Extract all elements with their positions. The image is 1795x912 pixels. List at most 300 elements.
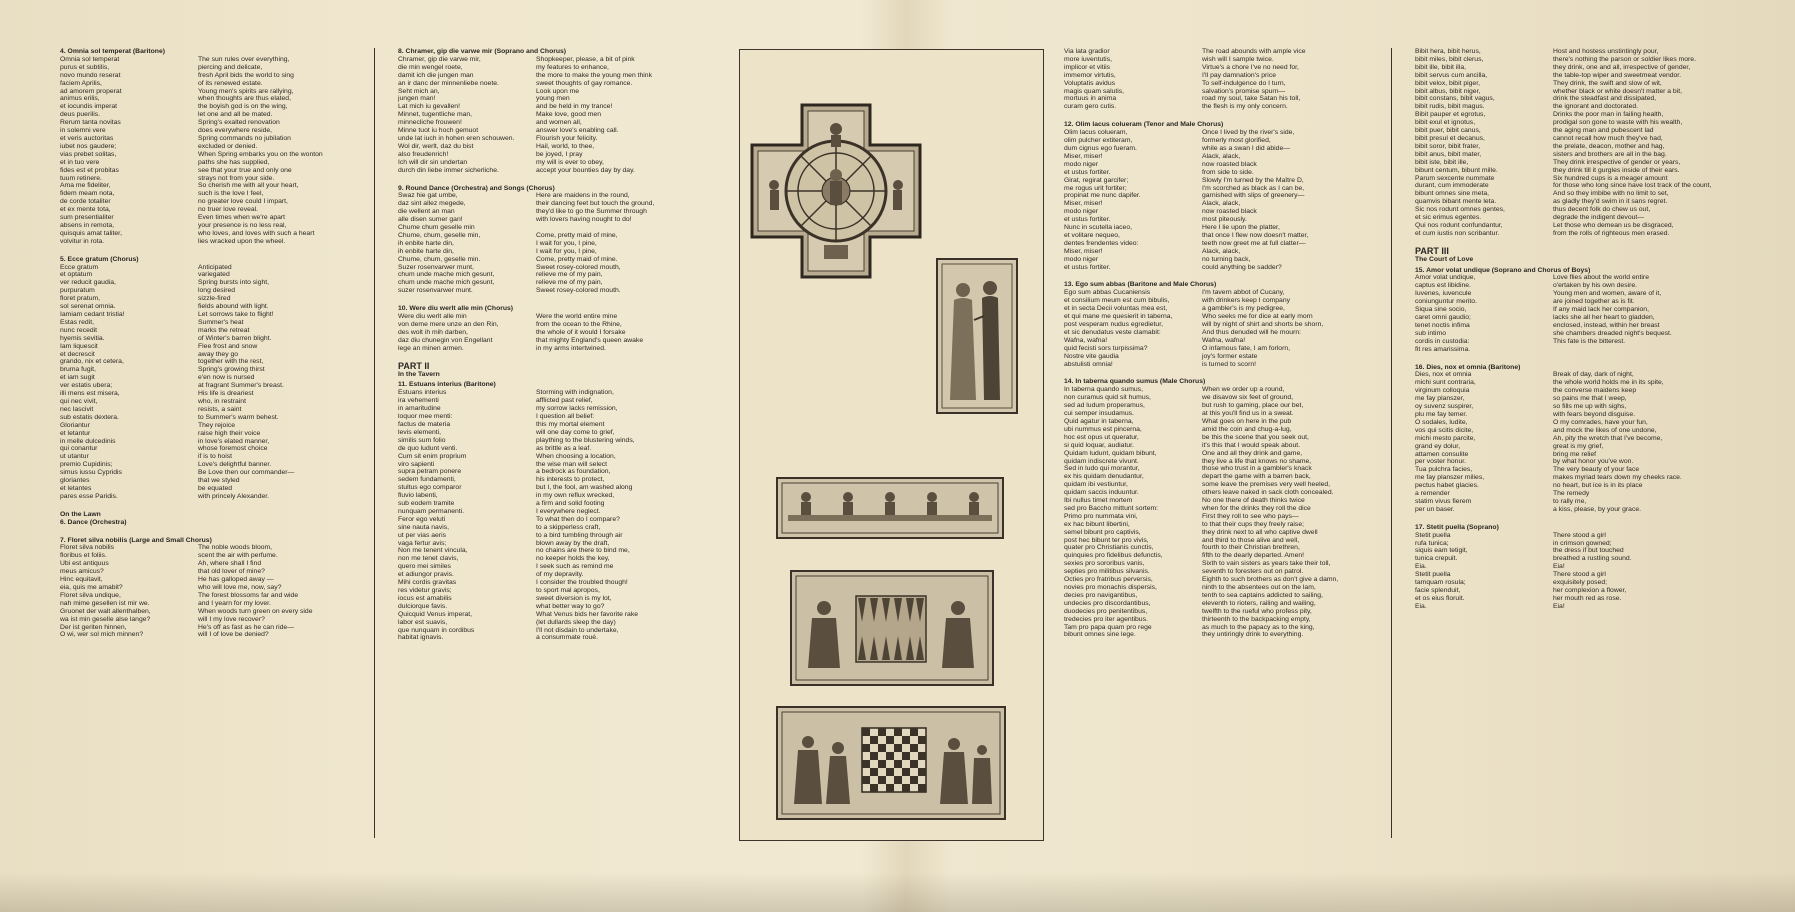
text-pair	[1064, 386, 1386, 639]
english-line: piercing and delicate,	[198, 63, 263, 71]
latin-line: Parum sexcente nummate	[1415, 174, 1495, 182]
song-section	[1064, 378, 1386, 639]
latin-line: septies pro militibus silvanis.	[1064, 568, 1150, 576]
english-line: accept your bounties day by day.	[536, 166, 635, 174]
latin-line: Floret silva nobilis	[60, 544, 115, 552]
latin-line: O wi, wer sol mich minnen?	[60, 631, 144, 639]
english-translation	[198, 56, 326, 246]
english-line: joy's former estate	[1202, 352, 1258, 360]
english-line: Were the world entire mine	[536, 313, 618, 321]
latin-line: Eia.	[1415, 563, 1427, 571]
latin-line: cui semper insudamus.	[1064, 410, 1134, 418]
latin-line: faciem Aprilis,	[60, 79, 102, 87]
latin-line: per voster honur.	[1415, 458, 1467, 466]
latin-line: et iocundis imperat	[60, 103, 118, 111]
english-line: Drinks the poor man in failing health,	[1553, 111, 1664, 119]
latin-line: olim pulcher extiteram,	[1064, 137, 1133, 145]
latin-line: ih enbite harte din,	[398, 247, 454, 255]
latin-line: floribus et foliis.	[60, 552, 107, 560]
latin-line: In taberna quando sumus,	[1064, 386, 1143, 394]
latin-line: et os eius floruit.	[1415, 594, 1465, 602]
latin-line: Ecce gratum	[60, 263, 99, 271]
latin-line: Nunc in scutella iaceo,	[1064, 224, 1133, 232]
latin-line: ira vehementi	[398, 397, 439, 405]
latin-line: gloriantes	[60, 477, 90, 485]
latin-line: et adiungor pravis.	[398, 571, 454, 579]
latin-line: et letantur	[60, 429, 91, 437]
english-line	[536, 224, 664, 232]
english-translation	[536, 56, 664, 175]
english-line: blown away by the draft,	[536, 539, 610, 547]
english-line: let one and all be mated.	[198, 111, 273, 119]
english-line: Young men and women, aware of it,	[1553, 290, 1662, 298]
english-line: a gambler's is my pedigree,	[1202, 305, 1285, 313]
english-line: When we order up a round,	[1202, 386, 1285, 394]
english-line: wish will I sample twice.	[1202, 55, 1274, 63]
english-line: they live a life that knows no shame,	[1202, 457, 1312, 465]
english-line: There stood a girl	[1553, 531, 1606, 539]
english-line: while as a swan I did abide—	[1202, 144, 1291, 152]
english-line: for those who long since have lost track of the count,	[1553, 182, 1712, 190]
english-line: they drink till it gurgles inside of their ears.	[1553, 166, 1680, 174]
latin-line: sed pro Baccho mittunt sortem:	[1064, 504, 1159, 512]
latin-line: Omnia sol temperat	[60, 55, 120, 63]
latin-line: Seht mich an,	[398, 87, 440, 95]
latin-line: Bibit hera, bibit herus,	[1415, 48, 1481, 55]
english-translation	[1202, 386, 1339, 639]
latin-line: bibit iste, bibit ille,	[1415, 158, 1469, 166]
english-line: afflicted past relief,	[536, 397, 593, 405]
english-line: relieve me of my pain,	[536, 271, 603, 279]
english-line: twelfth to the rueful who profess pity,	[1202, 607, 1312, 615]
english-line: to Summer's warm behest.	[198, 413, 279, 421]
latin-line: bibit soror, bibit frater,	[1415, 142, 1480, 150]
latin-line: Minnet, tugentliche man,	[398, 111, 473, 119]
english-line: Sweet rosey-colored mouth.	[536, 287, 621, 295]
latin-line: Gruonet der walt allenthalben,	[60, 607, 151, 615]
latin-line: purus et subtilis,	[60, 63, 110, 71]
latin-line: ut per vias aeris	[398, 531, 446, 539]
latin-line: Voluptatis avidus	[1064, 79, 1116, 87]
english-line: your presence is no less real,	[198, 221, 287, 229]
latin-line: Wafna, wafna!	[1064, 336, 1108, 344]
latin-line: minnecliche frouwen!	[398, 119, 462, 127]
latin-line: vaga fertur avis;	[398, 539, 447, 547]
latin-line: bibit puer, bibit canus,	[1415, 127, 1481, 135]
english-line: Come, pretty maid of mine,	[536, 231, 618, 239]
latin-line: illi mens est misera,	[60, 390, 120, 398]
latin-line: ver estatis ubera;	[60, 382, 113, 390]
latin-line: me fay planszer milies,	[1415, 474, 1485, 482]
english-line: in love's elated manner,	[198, 437, 270, 445]
english-line: To what then do I compare?	[536, 515, 620, 523]
english-line: When choosing a location,	[536, 452, 616, 460]
english-line: The forest blossoms far and wide	[198, 591, 299, 599]
english-line: sisters and brothers are all in the bag.	[1553, 150, 1667, 158]
song-section	[1415, 245, 1775, 354]
english-line: So cherish me with all your heart,	[198, 182, 299, 190]
song-heading: 4. Omnia sol temperat (Baritone)	[60, 48, 165, 55]
english-line: so fills me up with sighs,	[1553, 403, 1627, 411]
latin-line: Iamiam cedant tristia!	[60, 311, 125, 318]
english-line: Hail, world, to thee,	[536, 142, 595, 150]
english-line: the whole world holds me in its spite,	[1553, 379, 1664, 387]
english-line: now roasted black	[1202, 208, 1257, 216]
english-translation	[198, 264, 326, 501]
english-line: with lovers having nought to do!	[536, 216, 632, 224]
latin-line: Gloriantur	[60, 421, 90, 429]
part-title: The Court of Love	[1415, 255, 1474, 263]
english-line: lacks she all her heart to gladden,	[1553, 314, 1655, 321]
english-line: sweet diversion is my lot,	[536, 594, 612, 602]
text-pair	[1064, 289, 1386, 368]
english-line: There stood a girl	[1553, 571, 1606, 579]
english-line: seventh to foresters out on patrol.	[1202, 568, 1304, 576]
english-line: are joined together as is fit.	[1553, 298, 1635, 306]
english-line: garnished with slips of greenery—	[1202, 192, 1305, 200]
english-line: Be Love then our commander—	[198, 469, 295, 477]
english-line: no heart, but ice is in its place	[1553, 482, 1643, 490]
latin-line: a remender	[1415, 490, 1450, 498]
latin-line: michi mesto parcite,	[1415, 434, 1476, 442]
chess-illustration	[776, 706, 1006, 820]
english-line: fourth to their Christian brethren,	[1202, 544, 1300, 552]
latin-line: et ustus fortiter.	[1064, 216, 1111, 224]
latin-line: modo niger	[1064, 255, 1099, 263]
latin-line: immemor virtutis,	[1064, 71, 1116, 79]
latin-line: vos qui scitis dicite,	[1415, 426, 1474, 434]
part-heading: PART III	[1415, 245, 1449, 256]
english-line: Flourish your felicity.	[536, 134, 598, 142]
latin-line: Miser, miser!	[1064, 200, 1103, 208]
english-line: First they roll to see who pays—	[1202, 512, 1299, 520]
latin-line: grando, nix et cetera,	[60, 358, 124, 366]
latin-line: unde lat iuch in hohen eren schouwen.	[398, 134, 515, 142]
english-line: we disavow six feet of ground,	[1202, 394, 1294, 402]
latin-line: nec lascivit	[60, 405, 94, 413]
latin-line: michi sunt contraria,	[1415, 379, 1476, 387]
text-pair	[1415, 532, 1775, 611]
latin-line: sum presentialiter	[60, 214, 114, 222]
latin-line: pares esse Paridis.	[60, 492, 118, 500]
latin-line: labor est suavis,	[398, 618, 448, 626]
english-line: her mouth red as rose.	[1553, 594, 1622, 602]
english-line: of my depravity.	[536, 571, 584, 579]
latin-line: res videtur gravis;	[398, 587, 452, 594]
english-line: great is my grief,	[1553, 442, 1604, 450]
english-line: together with the rest,	[198, 358, 264, 366]
text-pair	[60, 56, 372, 246]
latin-line: Miser, miser!	[1064, 247, 1103, 255]
latin-line: coniunguntur merito.	[1415, 298, 1477, 306]
english-line: O my comrades, have your fun,	[1553, 418, 1648, 426]
latin-line: iocus est amabilis	[398, 594, 452, 602]
latin-line: purpuratum	[60, 287, 95, 295]
latin-line: Chume chum geselle min	[398, 224, 475, 232]
english-line: and I yearn for my lover.	[198, 599, 271, 607]
english-line: raise high their voice	[198, 429, 261, 437]
latin-line: quamvis bibant mente leta.	[1415, 198, 1497, 206]
latin-line: post vesperam nudus egredietur,	[1064, 321, 1163, 328]
latin-text	[1415, 48, 1543, 238]
latin-line: Girat, regirat garcifer;	[1064, 176, 1129, 184]
text-pair	[398, 56, 724, 175]
latin-line: Tua pulchra facies,	[1415, 466, 1473, 474]
latin-line: sine nauta navis,	[398, 523, 450, 531]
latin-line: attamen consulite	[1415, 450, 1469, 458]
english-line: by what honor you've won.	[1553, 458, 1634, 466]
latin-line: Chume, chum, geselle min,	[398, 231, 481, 239]
english-line: answer love's enabling call.	[536, 127, 619, 135]
english-line: be joyed, I pray	[536, 150, 583, 158]
english-line: of its renewed estate.	[198, 79, 263, 87]
english-line: Ah, pity the wretch that I've become,	[1553, 434, 1663, 442]
latin-line: et sic denudatus veste clamabit:	[1064, 328, 1161, 336]
latin-line: me fay planszer,	[1415, 395, 1465, 403]
latin-line: et in tuo vere	[60, 158, 100, 166]
english-line: Let sorrows take to flight!	[198, 311, 274, 318]
latin-line: meus amicus?	[60, 568, 104, 576]
latin-line: also freudenrich!	[398, 150, 449, 158]
english-line: the prelate, deacon, mother and hag,	[1553, 142, 1665, 150]
english-translation	[536, 389, 664, 642]
english-line: I seek such as remind me	[536, 563, 614, 571]
english-line: He's off as fast as he can ride—	[198, 623, 294, 631]
english-line: bring me relief	[1553, 450, 1597, 458]
english-line: to a bird tumbling through air	[536, 531, 623, 539]
song-section	[398, 48, 724, 175]
latin-line: Rerum tanta novitas	[60, 119, 121, 127]
english-line: in my own reflux wrecked,	[536, 492, 615, 500]
english-line: paths she has supplied,	[198, 158, 270, 166]
english-line: The noble woods bloom,	[198, 544, 273, 552]
latin-text	[60, 264, 188, 501]
latin-line: Swaz hie gat umbe,	[398, 192, 458, 200]
latin-line: que nunquam in cordibus	[398, 626, 475, 634]
latin-line: hyemis sevitia.	[60, 334, 105, 342]
english-line: with drinkers keep I company	[1202, 297, 1291, 305]
latin-line: Wol dir, werlt, daz du bist	[398, 142, 474, 150]
english-line: I'm scorched as black as I can be,	[1202, 184, 1305, 192]
column-4	[1415, 48, 1775, 838]
song-heading: 6. Dance (Orchestra)	[60, 518, 127, 526]
english-line: could anything be sadder?	[1202, 263, 1282, 271]
latin-line: suzer rosenvarwer munt.	[398, 287, 473, 295]
latin-line: sub eodem tramite	[398, 500, 455, 508]
latin-line: implicor et vitiis	[1064, 63, 1111, 71]
english-line: Alack, alack,	[1202, 200, 1241, 208]
song-heading: 14. In taberna quando sumus (Male Chorus)	[1064, 378, 1206, 386]
english-line: Spring's exalted renovation	[198, 119, 280, 127]
english-line: Alack, alack,	[1202, 247, 1241, 255]
latin-line: durch din liebe immer sicherliche.	[398, 166, 499, 174]
latin-line: Chume, chum, geselle min.	[398, 255, 481, 263]
latin-text	[398, 192, 526, 295]
latin-line: animus erilis,	[60, 95, 100, 103]
english-line: and third to those alive and well,	[1202, 536, 1300, 544]
english-line: They rejoice	[198, 421, 236, 429]
english-line: the converse maidens keep	[1553, 387, 1637, 395]
latin-line: Der ist geriten hinnen,	[60, 623, 127, 631]
english-line: to rally me,	[1553, 497, 1587, 505]
latin-line: et volitare nequeo,	[1064, 231, 1120, 239]
latin-line: curam gero cutis.	[1064, 103, 1117, 111]
english-line: marks the retreat	[198, 326, 250, 334]
english-translation	[1553, 371, 1681, 513]
english-line: I'll not disdain to undertake,	[536, 626, 619, 634]
latin-line: daz sint allez megede,	[398, 200, 466, 208]
english-line: This fate is the bitterest.	[1553, 337, 1626, 345]
english-line: my sorrow lacks remission,	[536, 405, 618, 413]
song-section	[398, 185, 724, 296]
latin-line: floret pratum,	[60, 295, 101, 303]
latin-line: Nostre vite gaudia	[1064, 352, 1119, 360]
latin-text	[1415, 274, 1543, 353]
latin-text	[60, 56, 188, 246]
latin-line: similis sum folio	[398, 436, 446, 444]
latin-line: undecies pro discordantibus,	[1064, 599, 1151, 607]
english-line: tenth to sea captains addicted to sailing,	[1202, 591, 1323, 599]
song-heading: 11. Estuans interius (Baritone)	[398, 381, 496, 389]
english-line: lies wracked upon the wheel.	[198, 237, 286, 245]
english-line: my will is ever to obey,	[536, 158, 604, 166]
latin-line: novo mundo reserat	[60, 71, 121, 79]
latin-line: nunquam permanenti.	[398, 507, 465, 515]
latin-line: post hec bibunt ter pro vivis,	[1064, 536, 1149, 544]
english-line: in my arms intertwined.	[536, 344, 606, 352]
latin-line: et letantes	[60, 484, 92, 492]
english-line: Eia!	[1553, 602, 1565, 610]
latin-line: wa ist min geselle alse lange?	[60, 615, 151, 623]
english-line: fresh April bids the world to sing	[198, 71, 294, 79]
latin-line: iubet nos gaudere;	[60, 142, 117, 150]
latin-line: captus est libidine.	[1415, 282, 1471, 290]
english-line: degrade the indigent devout—	[1553, 214, 1645, 222]
english-line: Shopkeeper, please, a bit of pink	[536, 55, 635, 63]
english-line: to that their cups they freely raise;	[1202, 520, 1305, 528]
latin-line: duodecies pro penitentibus,	[1064, 607, 1148, 615]
english-line: Storming with indignation,	[536, 389, 614, 397]
english-line: They drink, the swift and slow of wit,	[1553, 79, 1662, 87]
text-pair	[1415, 371, 1775, 513]
latin-line: bibunt omnes sine meta,	[1415, 190, 1490, 198]
english-line: it's this that I would speak about.	[1202, 441, 1301, 449]
latin-line: magis quam salutis,	[1064, 87, 1125, 95]
latin-line: et iam sugit	[60, 374, 95, 382]
english-line: The sun rules over everything,	[198, 55, 290, 63]
latin-line: ut utantur	[60, 453, 89, 461]
english-line: Ah, where shall I find	[198, 560, 262, 568]
latin-text	[1064, 386, 1192, 639]
english-line: Sweet rosey-colored mouth,	[536, 263, 621, 271]
english-line: that old lover of mine?	[198, 568, 265, 576]
latin-line: ver reducit gaudia,	[60, 279, 116, 287]
latin-line: novies pro monachis dispersis,	[1064, 584, 1157, 591]
english-line: they drink, one and all, irrespective of gender,	[1553, 63, 1691, 71]
english-line: no keeper holds the key,	[536, 555, 610, 563]
english-line: as brittle as a leaf.	[536, 444, 592, 452]
latin-line: cordis in custodia:	[1415, 337, 1470, 345]
english-line: young men	[536, 95, 570, 103]
latin-line: bibit constans, bibit vagus,	[1415, 95, 1495, 103]
latin-line: lege an minen armen.	[398, 344, 464, 352]
latin-line: bibit servus cum ancilla,	[1415, 71, 1488, 79]
english-line: Anticipated	[198, 263, 232, 271]
song-section	[398, 305, 724, 352]
english-line: as gladly they'd swim in it sans regret.	[1553, 198, 1668, 206]
wheel-of-fortune-illustration	[752, 105, 920, 277]
latin-line: abstulisti omnia!	[1064, 360, 1113, 368]
english-line: When Spring embarks you on the wonton	[198, 150, 323, 158]
english-line: salvation's promise spurn—	[1202, 87, 1286, 95]
latin-line: Ego sum abbas Cucaniensis	[1064, 289, 1151, 297]
latin-line: Eia.	[1415, 602, 1427, 610]
column-2	[398, 48, 724, 838]
english-line: No one there of death thinks twice	[1202, 497, 1305, 505]
latin-line: pectus habet glacies.	[1415, 482, 1479, 490]
english-line: He has galloped away —	[198, 576, 274, 584]
latin-line: ad amorem properat	[60, 87, 122, 95]
latin-line: Iam liquescit	[60, 342, 98, 350]
english-line: I question all belief:	[536, 413, 595, 421]
latin-line: quater pro Christianis cunctis,	[1064, 544, 1154, 552]
english-line: relieve me of my pain,	[536, 279, 603, 287]
latin-line: dentes frendentes video:	[1064, 239, 1139, 247]
latin-line: et ex mente tota,	[60, 206, 111, 214]
latin-line: bibit exul et ignotus,	[1415, 119, 1476, 127]
english-line: O infamous fate, I am forlorn,	[1202, 344, 1291, 352]
latin-line: caret omni gaudio;	[1415, 314, 1471, 321]
english-line: Alack, alack,	[1202, 152, 1241, 160]
column-3	[1064, 48, 1386, 838]
latin-line: per un baser.	[1415, 505, 1455, 513]
english-line: who loves, and loves with such a heart	[198, 229, 315, 237]
english-line: drink the steadfast and dissipated,	[1553, 95, 1657, 103]
song-heading: 7. Floret silva nobilis (Large and Small Chorus)	[60, 536, 212, 544]
english-line: now roasted black	[1202, 160, 1257, 168]
latin-line: qui conantur	[60, 445, 98, 453]
latin-line: Suzer rosenvarwer munt,	[398, 263, 474, 271]
english-line: is turned to scorn!	[1202, 360, 1257, 368]
latin-line: bibit presul et decanus,	[1415, 134, 1485, 142]
english-line: and women all,	[536, 119, 582, 127]
english-line: and mock the likes of one undone,	[1553, 426, 1657, 434]
latin-line: Stetit puella	[1415, 571, 1451, 579]
english-line: a bedrock as foundation,	[536, 468, 611, 476]
latin-line: quidam ibi vestiuntur,	[1064, 481, 1128, 489]
latin-text	[1415, 532, 1543, 611]
latin-line: chum unde mache mich gesunt,	[398, 271, 495, 279]
song-section	[1064, 121, 1386, 271]
english-line: that mighty England's queen awake	[536, 336, 644, 344]
latin-line: quero mei similes	[398, 563, 451, 571]
english-line: will I my love recover?	[198, 615, 265, 623]
latin-line: Quidam ludunt, quidam bibunt,	[1064, 449, 1157, 457]
english-line: others leave naked in sack cloth concealed.	[1202, 489, 1334, 497]
latin-text	[60, 544, 188, 639]
latin-line: facie splenduit,	[1415, 587, 1461, 594]
latin-line: Bibit pauper et egrotus,	[1415, 111, 1486, 119]
latin-line: O sodales, ludite,	[1415, 418, 1468, 426]
latin-line: in solemni vere	[60, 127, 106, 135]
english-line: that once I flew now doesn't matter,	[1202, 231, 1309, 239]
latin-line: bibit albus, bibit niger,	[1415, 87, 1481, 95]
couple-illustration	[936, 258, 1018, 414]
latin-line: des wolt ih mih darben,	[398, 328, 468, 336]
english-line: the dress if but touched	[1553, 547, 1624, 555]
latin-line: Cum sit enim proprium	[398, 452, 467, 460]
latin-line: die min wengel roete,	[398, 63, 463, 71]
